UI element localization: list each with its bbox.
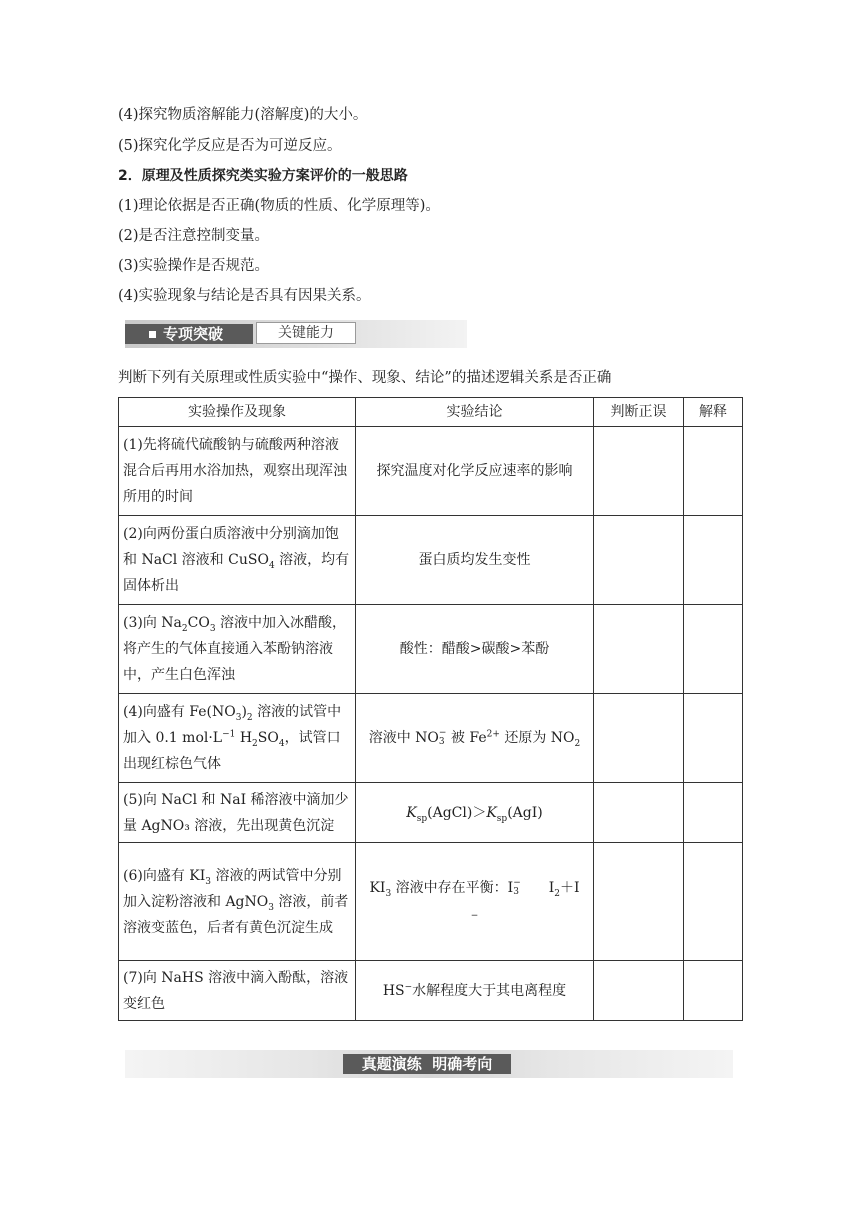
intro-line-2: (5)探究化学反应是否为可逆反应。 xyxy=(118,138,342,154)
header-judgement: 判断正误 xyxy=(594,398,684,427)
explanation-cell xyxy=(684,783,743,843)
section-banner xyxy=(125,312,467,350)
table-row xyxy=(119,605,743,694)
intro-line-6: (3)实验操作是否规范。 xyxy=(118,258,270,274)
operation-cell: (7)向 NaHS 溶液中滴入酚酞，溶液变红色 xyxy=(119,961,356,1021)
operation-cell: (5)向 NaCl 和 NaI 稀溶液中滴加少量 AgNO₃ 溶液，先出现黄色沉淀 xyxy=(119,783,356,843)
bottom-section-banner xyxy=(125,1050,733,1078)
explanation-cell xyxy=(684,605,743,694)
operation-cell: (4)向盛有 $Fe(NO_3)_2$ 溶液的试管中加入 0.1 $mol\cdot L^{-1}$ $H_2SO_4$，试管口出现红棕色气体 xyxy=(119,694,356,783)
table-row xyxy=(119,427,743,516)
conclusion-cell: $K_{sp}(AgCl)>K_{sp}(AgI)$ xyxy=(356,783,594,843)
conclusion-cell: 蛋白质均发生变性 xyxy=(356,516,594,605)
question-text: 判断下列有关原理或性质实验中“操作、现象、结论”的描述逻辑关系是否正确 xyxy=(118,370,612,386)
explanation-cell xyxy=(684,961,743,1021)
judgement-cell xyxy=(594,605,684,694)
conclusion-cell: HS−水解程度大于其电离程度 xyxy=(356,961,594,1021)
table-row xyxy=(119,694,743,783)
header-operation: 实验操作及现象 xyxy=(119,398,356,427)
explanation-cell xyxy=(684,516,743,605)
explanation-cell xyxy=(684,427,743,516)
table-row xyxy=(119,961,743,1021)
table-header-row xyxy=(119,398,743,427)
header-explanation: 解释 xyxy=(684,398,743,427)
section-heading-2: 2．原理及性质探究类实验方案评价的一般思路 xyxy=(118,168,408,184)
judgement-cell xyxy=(594,961,684,1021)
table-row xyxy=(119,783,743,843)
banner-dark-label: 专项突破 xyxy=(163,325,224,343)
table-row xyxy=(119,516,743,605)
operation-cell: (1)先将硫代硫酸钠与硫酸两种溶液混合后再用水浴加热，观察出现浑浊所用的时间 xyxy=(119,427,356,516)
banner-light-label: 关键能力 xyxy=(278,325,334,341)
judgement-cell xyxy=(594,694,684,783)
conclusion-cell: $KI_3$ 溶液中存在平衡：I− 3 $I_2+I$ − xyxy=(356,843,594,961)
conclusion-cell: 溶液中 NO− 3 被 $Fe^{2+}$ 还原为 $NO_2$ xyxy=(356,694,594,783)
explanation-cell xyxy=(684,843,743,961)
bottom-banner-label: 真题演练 明确考向 xyxy=(361,1055,493,1073)
judgement-cell xyxy=(594,427,684,516)
table-row xyxy=(119,843,743,961)
square-bullet-icon xyxy=(149,331,156,338)
operation-cell: (2)向两份蛋白质溶液中分别滴加饱和 NaCl 溶液和 CuSO$_4$ 溶液，均有固体析出 xyxy=(119,516,356,605)
intro-line-7: (4)实验现象与结论是否具有因果关系。 xyxy=(118,288,371,304)
header-conclusion: 实验结论 xyxy=(356,398,594,427)
judgement-table xyxy=(118,397,743,1021)
intro-line-1: (4)探究物质溶解能力(溶解度)的大小。 xyxy=(118,107,368,123)
conclusion-cell: 探究温度对化学反应速率的影响 xyxy=(356,427,594,516)
operation-cell: (6)向盛有 $KI_3$ 溶液的两试管中分别加入淀粉溶液和 AgNO$_3$ 溶液，前者溶液变蓝色，后者有黄色沉淀生成 xyxy=(119,843,356,961)
operation-cell: (3)向 $Na_2CO_3$ 溶液中加入冰醋酸，将产生的气体直接通入苯酚钠溶液中，产生白色浑浊 xyxy=(119,605,356,694)
judgement-cell xyxy=(594,783,684,843)
conclusion-cell: 酸性：醋酸>碳酸>苯酚 xyxy=(356,605,594,694)
judgement-cell xyxy=(594,516,684,605)
intro-line-4: (1)理论依据是否正确(物质的性质、化学原理等)。 xyxy=(118,198,440,214)
judgement-cell xyxy=(594,843,684,961)
explanation-cell xyxy=(684,694,743,783)
intro-line-5: (2)是否注意控制变量。 xyxy=(118,228,270,244)
